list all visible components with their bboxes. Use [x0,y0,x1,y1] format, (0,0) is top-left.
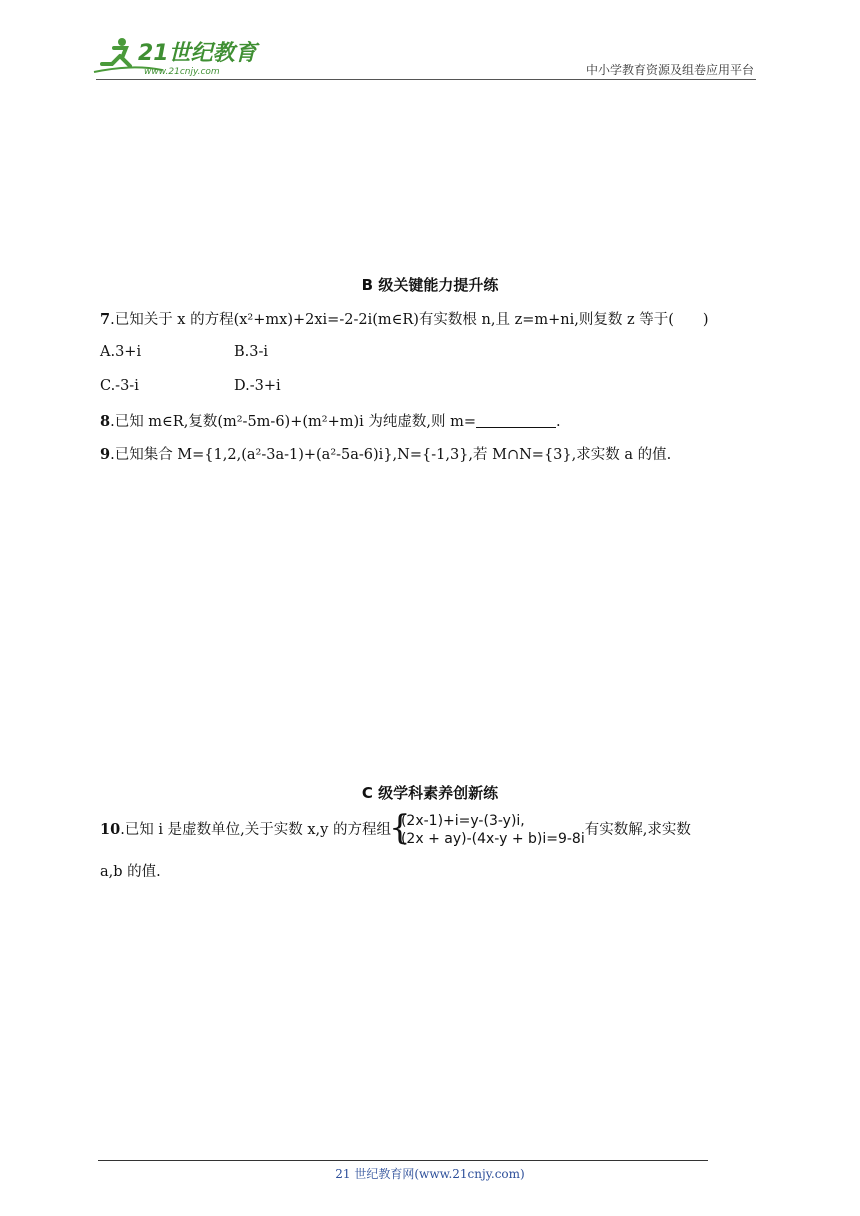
question-text: .已知集合 M={1,2,(a²-3a-1)+(a²-5a-6)i},N={-1,3},若 M∩N={3},求实数 a 的值. [110,447,672,463]
question-text-after: 有实数解,求实数 [584,822,691,838]
header-divider [96,79,756,80]
question-10-line2: a,b 的值. [100,864,161,880]
option-c: C.-3-i [100,378,139,394]
question-number: 9 [100,446,111,463]
footer-divider [98,1160,708,1161]
question-10 [100,808,691,848]
question-9 [100,445,671,465]
question-number: 10 [100,821,121,838]
question-end: . [555,414,561,430]
section-b-title: B 级关键能力提升练 [361,276,499,294]
question-7 [100,310,709,330]
section-c-title: C 级学科素养创新练 [361,784,499,802]
option-b: B.3-i [234,344,269,360]
site-logo [92,34,272,78]
question-8 [100,412,561,432]
option-a: A.3+i [100,344,142,360]
answer-blank[interactable] [476,413,556,428]
equation-2: (2x + ay)-(4x-y + b)i=9-8i [400,831,585,847]
question-number: 8 [100,413,111,430]
left-brace: { [388,808,411,848]
option-d: D.-3+i [234,378,281,394]
logo-text: 21世纪教育 [138,41,257,66]
question-text: .已知 i 是虚数单位,关于实数 x,y 的方程组 [120,822,391,838]
equation-1: (2x-1)+i=y-(3-y)i, [400,813,525,829]
question-text: .已知 m∈R,复数(m²-5m-6)+(m²+m)i 为纯虚数,则 m= [110,414,476,430]
question-text: .已知关于 x 的方程(x²+mx)+2xi=-2-2i(m∈R)有实数根 n,且 z=m+ni,则复数 z 等于( ) [110,312,709,328]
question-number: 7 [100,311,111,328]
platform-name: 中小学教育资源及组卷应用平台 [585,63,754,77]
logo-url: www.21cnjy.com [144,67,220,77]
footer-link[interactable]: 21 世纪教育网(www.21cnjy.com) [335,1167,525,1181]
equation-system [388,808,585,848]
